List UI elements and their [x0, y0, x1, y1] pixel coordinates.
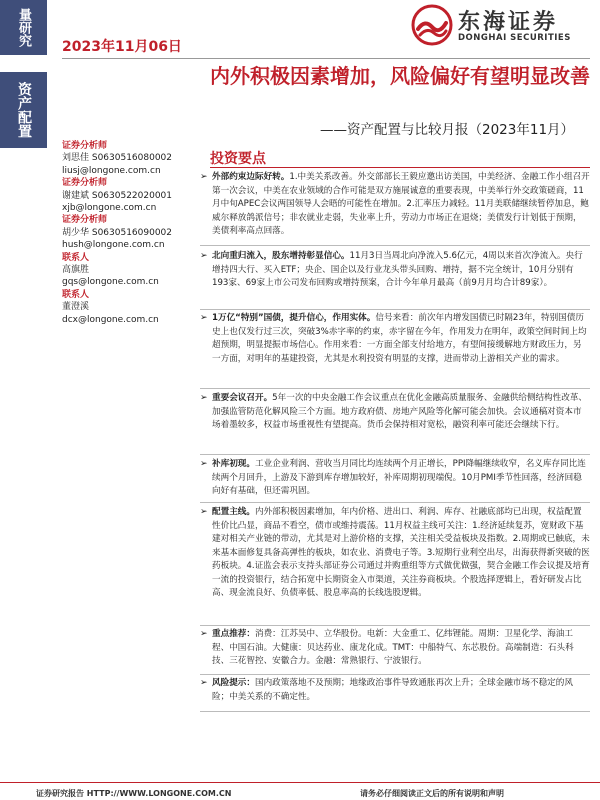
side-tab-research: 量研究 [0, 0, 47, 55]
analyst-role: 联系人 [62, 289, 90, 300]
key-point [200, 677, 590, 704]
arrow-bullet-icon: ➢ [200, 172, 208, 182]
key-point-heading: 外部约束边际好转。 [212, 172, 290, 182]
analyst-email[interactable]: xjb@longone.com.cn [62, 203, 157, 214]
key-point-body: 1.中美关系改善。外交部部长王毅应邀出访美国，中美经济、金融工作小组召开第一次会议，中美在农业领域的合作可能是双方施展诚意的重要表现，中美举行外交政策磋商，11月中旬APEC会议两国领导人会晤的可能性在增加。2.汇率压力减轻。11月美联储继续暂停加息，鲍威尔释放鸽派信号；非农就业走弱，失业率上升，劳动力市场正在退烧；美债发行计划低于预期，美债利率高点回落。 [212, 172, 590, 236]
logo-text-en: DONGHAI SECURITIES [458, 33, 571, 43]
analyst-entry [62, 140, 192, 177]
key-point-separator [200, 454, 590, 455]
key-point-heading: 风险提示： [212, 678, 255, 688]
analyst-entry [62, 177, 192, 214]
arrow-bullet-icon: ➢ [200, 507, 208, 517]
analyst-role: 联系人 [62, 252, 90, 263]
header-divider [62, 58, 590, 59]
side-tab-category: 资产配置 [0, 72, 47, 148]
key-point-body: 工业企业利润、营收当月同比均连续两个月正增长，PPI降幅继续收窄，名义库存同比连续两个月回升，上游及下游到库存增加较好，补库周期初现端倪。10月PMI季节性回落，经济回稳向好有基础，但还需巩固。 [212, 459, 586, 496]
footer-left: 证券研究报告 HTTP://WWW.LONGONE.COM.CN [36, 789, 232, 798]
key-point [200, 171, 590, 239]
analyst-name: 谢建斌 S0630522020001 [62, 190, 173, 201]
footer-divider [0, 782, 600, 783]
key-point [200, 628, 590, 669]
arrow-bullet-icon: ➢ [200, 678, 208, 688]
key-point-heading: 北向重归流入，股东增持彰显信心。 [212, 251, 350, 261]
key-point-body: 消费：江苏吴中、立华股份。电新：大金重工、亿纬锂能。周期：卫星化学、海油工程、中国石油。大健康：贝达药业、康龙化成。TMT：中船特气、东芯股份。高端制造：石头科技、三花智控、安徽合力。金融：常熟银行、宁波银行。 [212, 629, 574, 666]
arrow-bullet-icon: ➢ [200, 629, 208, 639]
key-point-heading: 1万亿“特别”国债，提升信心，作用实体。 [212, 313, 376, 323]
key-point-separator [200, 502, 590, 503]
key-point-body: 信号来看：前次年内增发国债已时隔23年，特别国债历史上也仅发行过三次，突破3%赤字率的约束，赤字留在今年，作用发力在明年，政策空间时间上均超预期，明显提振市场信心。作用来看：一方面全部支付给地方，有望间接缓解地方财政压力，另一方面，对明年的基建投资，尤其是水利投资有明显的支撑，进而带动上游相关产业的需求。 [212, 313, 587, 364]
analyst-entry [62, 214, 192, 251]
wave-logo-icon [410, 3, 454, 47]
key-point-body: 国内政策落地不及预期；地缘政治事件导致通胀再次上升；全球金融市场不稳定的风险；中美关系的不确定性。 [212, 678, 573, 702]
analyst-email[interactable]: dcx@longone.com.cn [62, 314, 159, 325]
arrow-bullet-icon: ➢ [200, 459, 208, 469]
analyst-name: 刘思佳 S0630516080002 [62, 153, 173, 164]
footer-disclaimer: 请务必仔细阅读正文后的所有说明和声明 [360, 789, 504, 798]
analyst-name: 董澄溪 [62, 302, 90, 313]
key-point [200, 392, 590, 433]
analyst-entry [62, 252, 192, 289]
key-point-separator [200, 245, 590, 246]
analyst-name: 胡少华 S0630516090002 [62, 227, 173, 238]
analyst-role: 证券分析师 [62, 215, 108, 226]
key-point-separator [200, 625, 590, 626]
report-title: 内外积极因素增加，风险偏好有望明显改善 [210, 64, 590, 88]
logo-text-cn: 东海证券 [458, 10, 559, 35]
analyst-role: 证券分析师 [62, 178, 108, 189]
analyst-entry [62, 289, 192, 326]
arrow-bullet-icon: ➢ [200, 393, 208, 403]
analyst-list [62, 140, 192, 326]
key-point [200, 250, 590, 291]
arrow-bullet-icon: ➢ [200, 313, 208, 323]
report-date: 2023年11月06日 [62, 39, 182, 55]
analyst-role: 证券分析师 [62, 141, 108, 151]
arrow-bullet-icon: ➢ [200, 251, 208, 261]
section-divider [210, 167, 590, 168]
key-point-body: 11月3日当周北向净流入5.6亿元，4周以来首次净流入。央行增持四大行、买入ETF；央企、国企以及行业龙头带头回购、增持，据不完全统计，10月分别有193家、69家上市公司发布回购或增持预案，合计今年单月最高（前9月月均合计89家）。 [212, 251, 583, 288]
key-point-separator [200, 711, 590, 712]
key-point-body: 内外部积极因素增加，年内价格、进出口、利润、库存、社融底部均已出现，权益配置性价比凸显，商品不看空，债市或维持震荡。11月权益主线可关注：1.经济延续复苏，宽财政下基建对相关产业链的带动，尤其是对上游价格的支撑，关注相关受益板块及指数。2.周期或已触底，未来基本面修复具备高弹性的板块，如农业、消费电子等。3.短期行业利空出尽，出海获得新突破的医药板块。4.证监会表示支持头部证券公司通过并购重组等方式做优做强，契合金融工作会议提及培育一流的投资银行，结合拓宽中长期资金入市渠道，关注券商板块。个股选择逻辑上，看好研发占比高、现金流良好、负债率低、股息率高的长线选股逻辑。 [212, 507, 590, 598]
analyst-name: 高旗胜 [62, 265, 90, 276]
company-logo [410, 3, 590, 47]
analyst-email[interactable]: gqs@longone.com.cn [62, 277, 159, 288]
key-point-separator [200, 309, 590, 310]
key-point-heading: 补库初现。 [212, 459, 255, 469]
analyst-email[interactable]: hush@longone.com.cn [62, 240, 165, 251]
key-point [200, 312, 590, 366]
section-title: 投资要点 [210, 151, 266, 167]
key-point-separator [200, 388, 590, 389]
key-point-heading: 配置主线。 [212, 507, 255, 517]
analyst-email[interactable]: liusj@longone.com.cn [62, 165, 161, 176]
key-point [200, 458, 590, 499]
report-subtitle: ——资产配置与比较月报（2023年11月） [320, 122, 575, 138]
key-point [200, 506, 590, 601]
key-point-heading: 重点推荐： [212, 629, 255, 639]
key-point-heading: 重要会议召开。 [212, 393, 273, 403]
key-point-separator [200, 674, 590, 675]
key-point-body: 5年一次的中央金融工作会议重点在优化金融高质量服务、金融供给侧结构性改革、加强监管防范化解风险三个方面。地方政府债、房地产风险等化解可能会加快。会议通稿对资本市场着墨较多，权益市场重视性有望提高。货币会保持相对宽松，融资利率可能还会继续下行。 [212, 393, 588, 430]
